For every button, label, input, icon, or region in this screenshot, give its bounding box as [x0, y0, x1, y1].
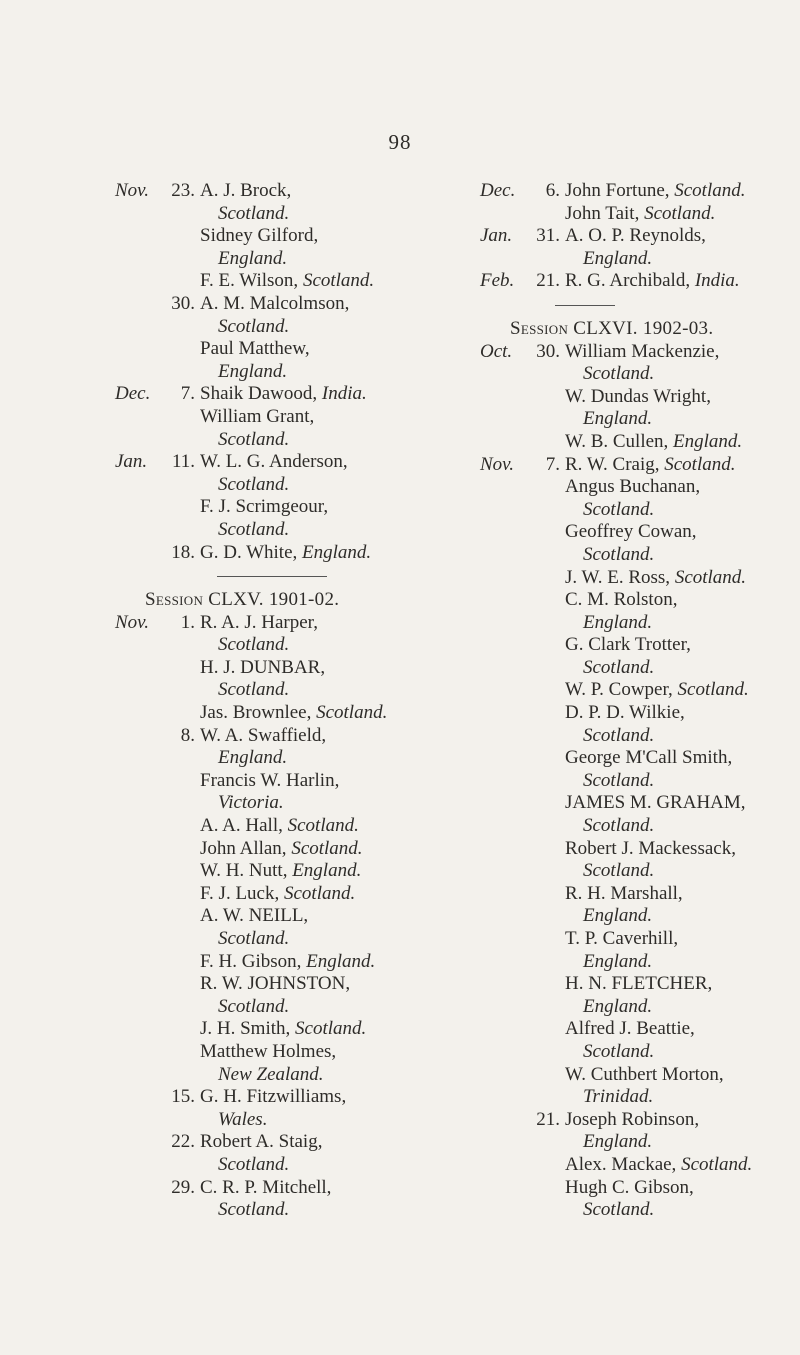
left-column [115, 180, 435, 1222]
member-name: Angus Buchanan, [565, 476, 701, 498]
entry-day: 7. [545, 453, 560, 475]
entry-month: Jan. [115, 451, 148, 473]
entry-day: 23. [171, 180, 195, 201]
member-name: Sidney Gilford, [200, 225, 319, 247]
member-entry [115, 383, 435, 406]
member-name: W. H. Nutt, [200, 860, 288, 882]
member-name: John Fortune, [565, 180, 670, 201]
entry-day: 15. [171, 1086, 195, 1108]
member-country-line [115, 634, 435, 657]
member-entry [480, 386, 780, 409]
member-country-line [480, 1086, 780, 1109]
member-entry [115, 612, 435, 635]
member-country-line [480, 996, 780, 1019]
entry-month: Nov. [115, 180, 149, 201]
member-entry [480, 203, 780, 226]
member-country-line [115, 1154, 435, 1177]
member-entry [480, 1018, 780, 1041]
member-name: F. J. Scrimgeour, [200, 496, 329, 518]
member-name: Paul Matthew, [200, 338, 310, 360]
member-country: England. [583, 950, 653, 972]
member-entry [115, 815, 435, 838]
member-country: Scotland. [218, 518, 290, 540]
left-entries-block2 [115, 612, 435, 1222]
member-country-line [115, 928, 435, 951]
member-country-line [115, 248, 435, 271]
member-name: Alfred J. Beattie, [565, 1018, 695, 1040]
entry-day: 18. [171, 541, 195, 563]
member-country-line [115, 792, 435, 815]
member-entry [115, 180, 435, 203]
member-country-line [115, 203, 435, 226]
member-country: England. [583, 611, 653, 633]
entry-day: 30. [171, 292, 195, 314]
member-entry [480, 270, 780, 293]
member-country-line [115, 519, 435, 542]
member-name: G. Clark Trotter, [565, 634, 691, 656]
member-entry [115, 451, 435, 474]
member-entry [115, 1086, 435, 1109]
member-country: Scotland. [218, 995, 290, 1017]
member-name: Hugh C. Gibson, [565, 1176, 694, 1198]
member-country: Scotland. [583, 860, 655, 882]
member-country-line [115, 361, 435, 384]
divider-rule [217, 576, 327, 577]
entry-day: 30. [536, 340, 560, 362]
member-country: England. [218, 360, 288, 382]
member-entry [480, 1064, 780, 1087]
entry-month: Dec. [480, 180, 516, 201]
member-entry [115, 838, 435, 861]
member-name: William Mackenzie, [565, 340, 720, 362]
member-name: Matthew Holmes, [200, 1040, 337, 1062]
member-name: T. P. Caverhill, [565, 928, 679, 949]
member-entry [115, 225, 435, 248]
entry-day: 7. [180, 383, 195, 405]
entry-day: 11. [171, 451, 195, 473]
member-country-line [480, 860, 780, 883]
member-country: Scotland. [218, 1153, 290, 1175]
member-name: A. O. P. Reynolds, [565, 225, 706, 247]
member-country-line [480, 1199, 780, 1222]
member-name: G. D. White, [200, 541, 298, 563]
member-country: Scotland. [674, 566, 747, 588]
entry-month: Jan. [480, 225, 513, 247]
member-entry [115, 1018, 435, 1041]
member-name: R. A. J. Harper, [200, 611, 318, 633]
entry-day: 31. [536, 225, 560, 247]
member-country: Scotland. [218, 634, 290, 656]
member-name: Jas. Brownlee, [200, 702, 312, 724]
member-name: W. P. Cowper, [565, 679, 673, 701]
member-country: England. [583, 247, 653, 269]
member-name: R. W. Craig, [565, 453, 660, 475]
member-country-line [115, 316, 435, 339]
member-name: H. N. FLETCHER, [565, 973, 713, 995]
member-entry [480, 521, 780, 544]
member-country-line [480, 725, 780, 748]
member-entry [480, 792, 780, 815]
member-country: Scotland. [674, 180, 746, 201]
member-country-line [115, 1109, 435, 1132]
member-entry [115, 1177, 435, 1200]
member-name: A. A. Hall, [200, 815, 283, 837]
member-country-line [480, 408, 780, 431]
member-country-line [115, 996, 435, 1019]
member-name: John Allan, [200, 837, 287, 859]
member-country: Scotland. [583, 656, 655, 678]
right-entries-block1 [480, 180, 780, 293]
member-name: Shaik Dawood, [200, 383, 318, 405]
member-entry [480, 341, 780, 364]
member-country: Scotland. [583, 363, 655, 385]
member-country: England. [218, 747, 288, 769]
entry-day: 6. [545, 180, 560, 201]
member-country: England. [583, 905, 653, 927]
entry-month: Dec. [115, 383, 151, 405]
member-name: John Tait, [565, 202, 640, 224]
member-country: Scotland. [295, 1018, 367, 1040]
member-country-line [480, 905, 780, 928]
left-entries-block1 [115, 180, 435, 564]
member-country: Wales. [218, 1108, 268, 1130]
session-heading-clxvi: Session CLXVI. 1902-03. [510, 317, 714, 339]
member-country: Scotland. [644, 202, 716, 224]
member-country: Trinidad. [583, 1086, 654, 1108]
member-name: W. Dundas Wright, [565, 385, 711, 407]
member-name: William Grant, [200, 405, 315, 427]
entry-day: 22. [171, 1131, 195, 1153]
member-entry [480, 973, 780, 996]
member-country: Scotland. [287, 815, 359, 837]
member-entry [115, 951, 435, 974]
member-name: F. J. Luck, [200, 882, 280, 904]
member-name: George M'Call Smith, [565, 747, 733, 769]
right-entries-block2 [480, 341, 780, 1222]
member-name: Robert J. Mackessack, [565, 837, 736, 859]
member-entry [115, 860, 435, 883]
member-country-line [480, 499, 780, 522]
member-country: Scotland. [218, 473, 290, 495]
member-country-line [480, 657, 780, 680]
member-name: A. W. NEILL, [200, 905, 309, 927]
member-name: D. P. D. Wilkie, [565, 702, 685, 724]
member-name: R. G. Archibald, [565, 270, 691, 292]
member-name: J. W. E. Ross, [565, 566, 671, 588]
member-entry [115, 406, 435, 429]
member-country: Scotland. [583, 815, 655, 837]
member-country: India. [321, 383, 367, 405]
member-country-line [480, 951, 780, 974]
member-country: New Zealand. [218, 1063, 324, 1085]
member-country: England. [292, 860, 362, 882]
member-entry [480, 225, 780, 248]
member-entry [115, 496, 435, 519]
member-country-line [115, 679, 435, 702]
member-entry [480, 679, 780, 702]
member-name: J. H. Smith, [200, 1018, 291, 1040]
member-country: Scotland. [218, 315, 290, 337]
member-entry [115, 702, 435, 725]
member-name: W. L. G. Anderson, [200, 451, 348, 473]
member-entry [480, 454, 780, 477]
member-name: JAMES M. GRAHAM, [565, 792, 746, 814]
member-country: Scotland. [218, 928, 290, 949]
member-entry [480, 883, 780, 906]
member-name: Francis W. Harlin, [200, 769, 340, 791]
member-country: Scotland. [583, 724, 655, 746]
member-country-line [115, 1199, 435, 1222]
member-country: England. [583, 995, 653, 1017]
member-country: England. [302, 541, 372, 563]
member-entry [480, 838, 780, 861]
member-country: Scotland. [583, 769, 655, 791]
member-country: Scotland. [583, 498, 655, 520]
member-name: F. E. Wilson, [200, 270, 299, 292]
member-entry [115, 542, 435, 565]
member-entry [480, 928, 780, 951]
entry-month: Oct. [480, 340, 513, 362]
member-country: England. [583, 408, 653, 430]
member-entry [480, 431, 780, 454]
member-country: India. [694, 270, 740, 292]
member-name: W. A. Swaffield, [200, 724, 327, 746]
member-name: Joseph Robinson, [565, 1108, 700, 1130]
member-country: Scotland. [302, 270, 375, 292]
member-entry [480, 180, 780, 203]
member-country-line [480, 248, 780, 271]
member-country-line [480, 770, 780, 793]
member-name: A. J. Brock, [200, 180, 292, 201]
member-entry [480, 702, 780, 725]
member-name: R. H. Marshall, [565, 882, 683, 904]
member-name: Alex. Mackae, [565, 1153, 677, 1175]
member-entry [480, 567, 780, 590]
member-entry [115, 657, 435, 680]
member-entry [115, 905, 435, 928]
member-country: Scotland. [218, 679, 290, 701]
entry-day: 21. [536, 270, 560, 292]
member-country-line [480, 1131, 780, 1154]
member-name: R. W. JOHNSTON, [200, 973, 351, 995]
member-name: C. M. Rolston, [565, 589, 678, 611]
member-name: G. H. Fitzwilliams, [200, 1086, 347, 1108]
entry-day: 8. [180, 724, 195, 746]
entry-month: Nov. [115, 611, 149, 633]
member-country: Scotland. [681, 1153, 753, 1175]
member-country: Scotland. [218, 1199, 290, 1221]
member-name: C. R. P. Mitchell, [200, 1176, 332, 1198]
member-country: England. [583, 1131, 653, 1153]
member-entry [480, 1154, 780, 1177]
member-name: H. J. DUNBAR, [200, 656, 326, 678]
member-name: W. B. Cullen, [565, 430, 669, 452]
member-country: Scotland. [677, 679, 749, 701]
member-country-line [480, 815, 780, 838]
entry-month: Feb. [480, 270, 515, 292]
member-country: Scotland. [583, 1199, 655, 1221]
member-entry [115, 770, 435, 793]
member-name: W. Cuthbert Morton, [565, 1063, 724, 1085]
session-heading-clxv: Session CLXV. 1901-02. [145, 589, 340, 611]
member-entry [480, 747, 780, 770]
member-entry [480, 476, 780, 499]
member-country: Scotland. [583, 543, 655, 565]
member-country: England. [673, 430, 743, 452]
entry-day: 21. [536, 1108, 560, 1130]
member-entry [115, 973, 435, 996]
page-number: 98 [388, 130, 412, 154]
member-name: A. M. Malcolmson, [200, 292, 350, 314]
member-country: Scotland. [283, 882, 356, 904]
member-name: Robert A. Staig, [200, 1131, 323, 1153]
member-entry [480, 1177, 780, 1200]
member-country: Victoria. [218, 792, 284, 814]
member-name: Geoffrey Cowan, [565, 521, 697, 543]
member-name: F. H. Gibson, [200, 950, 302, 972]
member-entry [480, 589, 780, 612]
member-country: Scotland. [218, 202, 290, 224]
member-country: England. [218, 247, 288, 269]
member-entry [115, 883, 435, 906]
member-entry [480, 1109, 780, 1132]
member-country-line [115, 1064, 435, 1087]
member-country-line [480, 544, 780, 567]
member-country-line [115, 747, 435, 770]
member-country: Scotland. [664, 453, 736, 475]
entry-month: Nov. [480, 453, 514, 475]
member-entry [115, 293, 435, 316]
member-country-line [115, 429, 435, 452]
member-country-line [480, 1041, 780, 1064]
member-country: Scotland. [583, 1040, 655, 1062]
member-country: Scotland. [291, 837, 363, 859]
member-country: England. [306, 950, 376, 972]
member-entry [480, 634, 780, 657]
member-entry [115, 725, 435, 748]
member-entry [115, 1131, 435, 1154]
member-country-line [480, 612, 780, 635]
entry-day: 29. [171, 1176, 195, 1198]
entry-day: 1. [180, 611, 195, 633]
member-entry [115, 338, 435, 361]
member-entry [115, 1041, 435, 1064]
member-country-line [480, 363, 780, 386]
member-entry [115, 270, 435, 293]
member-country-line [115, 474, 435, 497]
member-country: Scotland. [316, 702, 388, 724]
right-column [480, 180, 780, 1222]
divider-rule [555, 305, 615, 306]
member-country: Scotland. [218, 428, 290, 450]
